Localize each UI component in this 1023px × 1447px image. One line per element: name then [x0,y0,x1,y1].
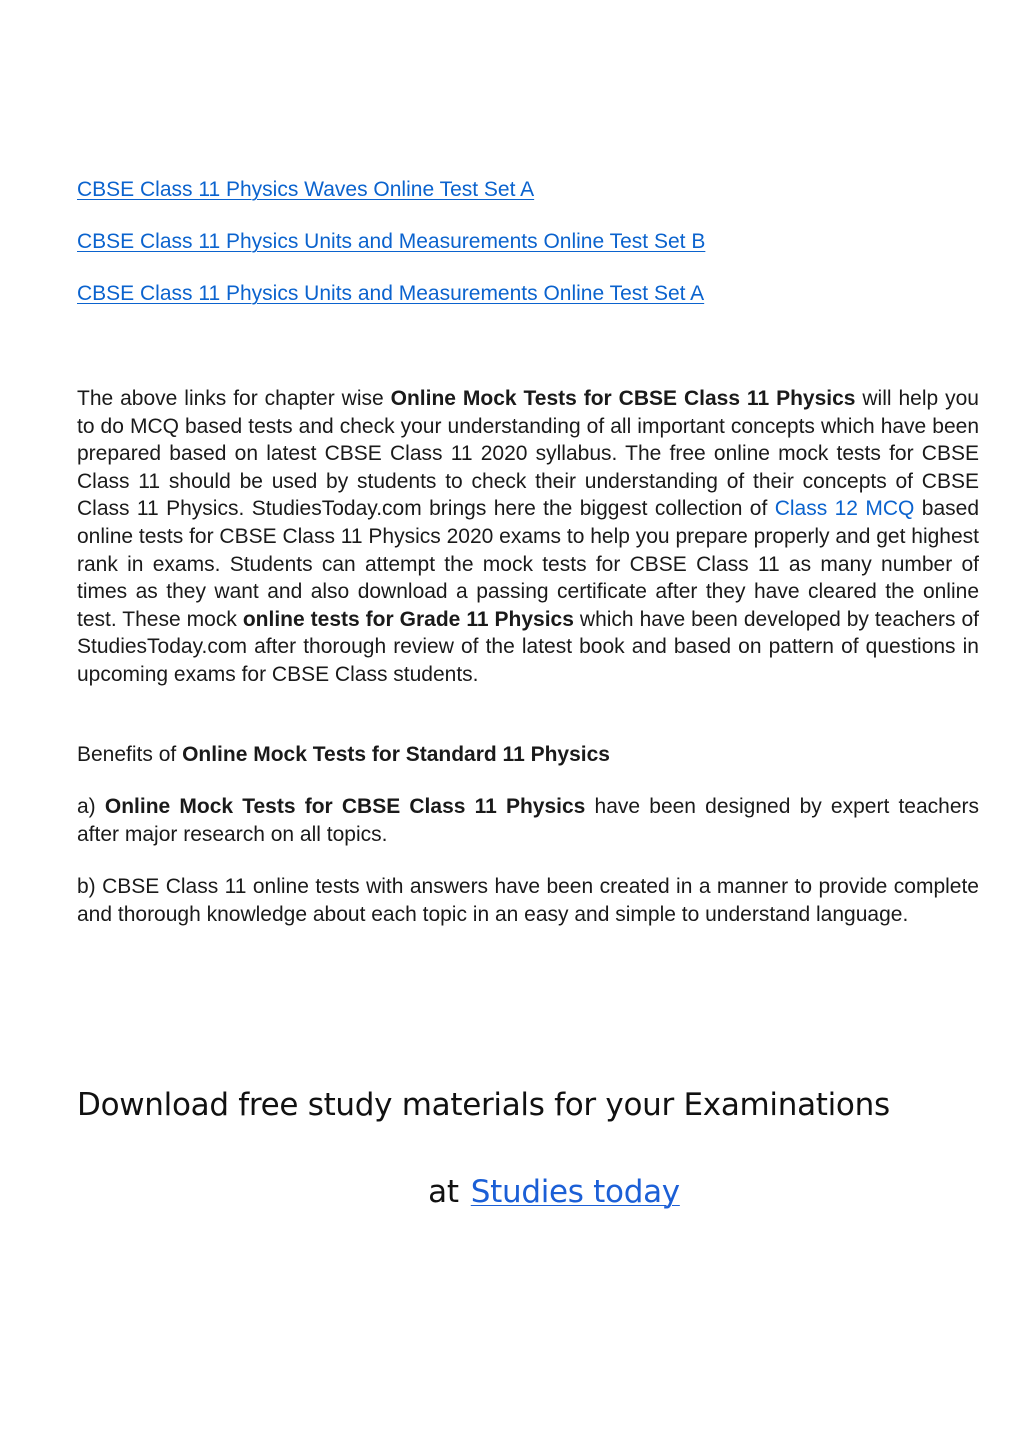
intro-text-3: based online tests for CBSE Class 11 Physics 2020 exams to help you prepare properly and get highest rank in exams. Students can attempt the mock tests for CBSE Class 11 as many number of times as they want and also download a passing certificate after they have cleared the online test. These mock [77,497,980,631]
point-b-text: b) CBSE Class 11 online tests with answers have been created in a manner to provide complete and thorough knowledge about each topic in an easy and simple to understand language. [77,875,979,926]
document-page [77,0,979,1447]
point-a-prefix: a) [77,795,105,818]
intro-paragraph [77,385,979,689]
benefit-point-a [77,793,979,848]
benefits-heading [77,741,979,769]
intro-bold-1: Online Mock Tests for CBSE Class 11 Physics [390,387,856,410]
intro-text-2: will help you to do MCQ based tests and check your understanding of all important concepts which have been prepared based on latest CBSE Class 11 2020 syllabus. The free online mock tests for CBSE Class 11 should be used by students to check their understanding of their concepts of CBSE Class 11 Physics. StudiesToday.com brings here the biggest collection of [77,387,979,521]
waves-test-set-a-link[interactable]: CBSE Class 11 Physics Waves Online Test Set A [77,178,535,201]
benefit-point-b [77,873,979,928]
point-a-bold: Online Mock Tests for CBSE Class 11 Physics [104,795,586,818]
units-measurements-test-set-a-link[interactable]: CBSE Class 11 Physics Units and Measurements Online Test Set A [77,282,705,305]
studies-today-link[interactable]: Studies today [470,1174,680,1210]
at-text: at [428,1174,459,1210]
class-12-mcq-link[interactable]: Class 12 MCQ [774,497,915,521]
intro-text-4: which have been developed by teachers of StudiesToday.com after thorough review of the latest book and based on pattern of questions in upcoming exams for CBSE Class students. [77,607,979,686]
units-measurements-test-set-b-link[interactable]: CBSE Class 11 Physics Units and Measurements Online Test Set B [77,230,706,253]
benefits-bold: Online Mock Tests for Standard 11 Physics [182,743,610,766]
related-tests-links [77,177,979,333]
intro-bold-2: online tests for Grade 11 Physics [242,607,574,631]
studies-today-line [77,1172,979,1212]
intro-text-1: The above links for chapter wise [77,387,391,410]
download-heading: Download free study materials for your Examinations [77,1087,890,1123]
benefits-text: Benefits of [77,743,183,766]
point-a-text: have been designed by expert teachers after major research on all topics. [77,795,980,846]
